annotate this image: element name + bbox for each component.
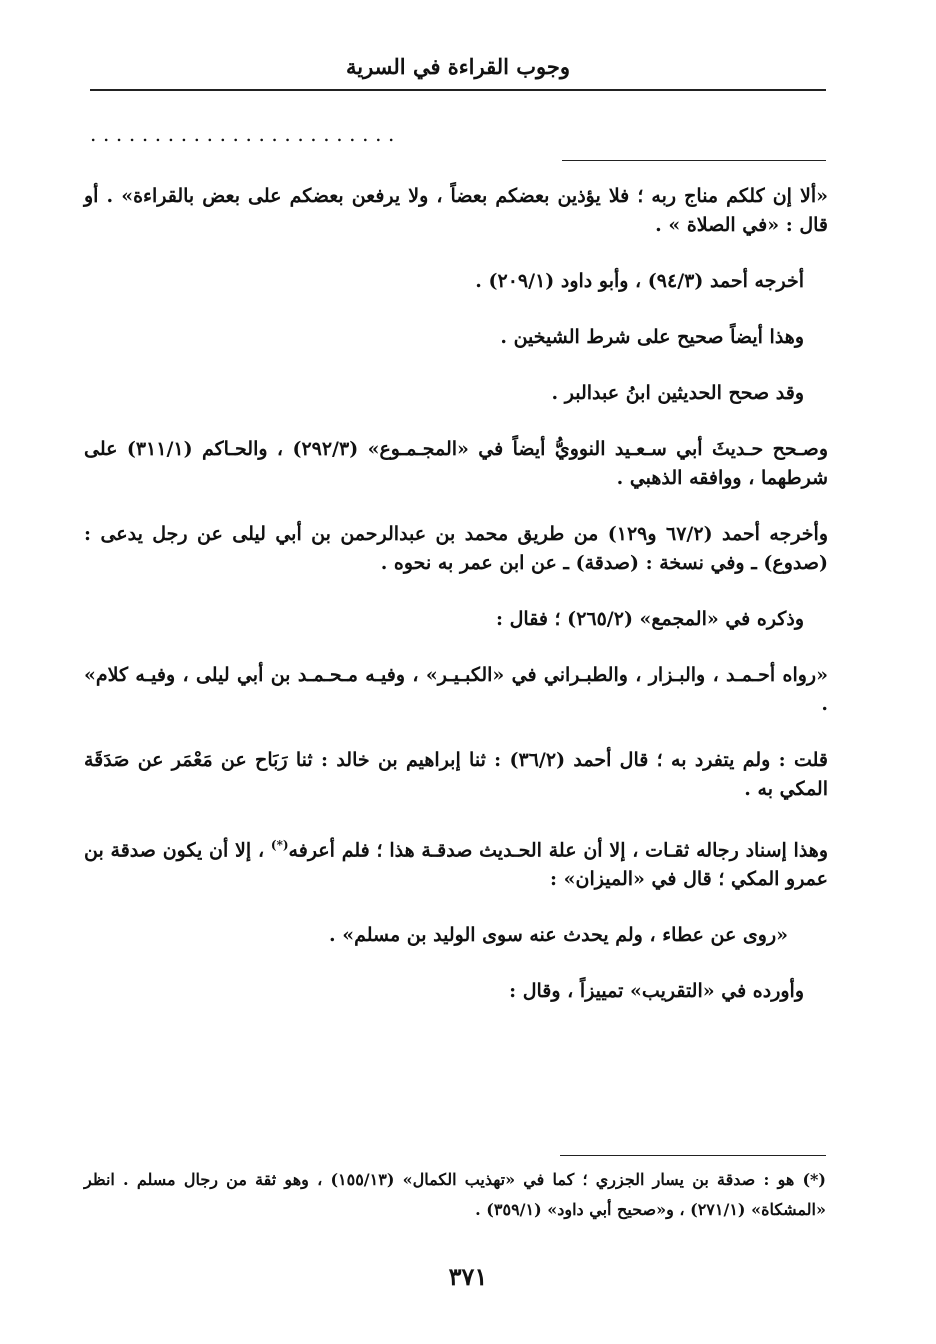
page-number: ٣٧١ <box>448 1262 488 1291</box>
paragraph-majma-ref: وذكره في «المجمع» (٢٦٥/٢) ؛ فقال : <box>496 608 804 630</box>
paragraph-qultu: قلت : ولم يتفرد به ؛ قال أحمد (٣٦/٢) : ثنا إبراهيم بن خالد : ثنا رَبَاح عن مَعْمَر عن صَدَقَة المكي به . <box>84 749 828 800</box>
paragraph-sahih-shaykhayn: وهذا أيضاً صحيح على شرط الشيخين . <box>500 326 804 348</box>
isnad-text-part1: وهذا إسناد رجاله ثقـات ، إلا أن علة الحـديث صدقـة هذا ؛ فلم أعرفه <box>288 839 828 862</box>
paragraph-nawawi-hakim: وصـحح حـديثَ أبي سـعـيد النوويُّ أيضاً في «المجـمـوع» (٢٩٢/٣) ، والحـاكم (٣١١/١) على شرطهما ، ووافقه الذهبي . <box>84 438 828 489</box>
paragraph-hadith-quote: «ألا إن كلكم مناج ربه ؛ فلا يؤذين بعضكم بعضاً ، ولا يرفعن بعضكم على بعض بالقراءة» . أو قال : «في الصلاة » . <box>84 185 828 236</box>
header-rule <box>90 89 826 91</box>
paragraph-takhrij-ahmad: أخرجه أحمد (٩٤/٣) ، وأبو داود (٢٠٩/١) . <box>475 270 804 292</box>
running-header-title: وجوب القراءة في السرية <box>345 54 571 79</box>
footnote <box>84 1165 826 1225</box>
paragraph-mizan-quote: «روى عن عطاء ، ولم يحدث عنه سوى الوليد بن مسلم» . <box>328 924 788 947</box>
paragraph-ibn-abi-layla: وأخرجه أحمد (٦٧/٢ و١٢٩) من طريق محمد بن عبدالرحمن بن أبي ليلى عن رجل يدعى : (صدوع) ـ وفي نسخة : (صدقة) ـ عن ابن عمر به نحوه . <box>84 523 828 574</box>
footnote-text: (*) هو : صدقة بن يسار الجزري ؛ كما في «تهذيب الكمال» (١٥٥/١٣) ، وهو ثقة من رجال مسلم . انظر «المشكاة» (٢٧١/١) ، و«صحيح أبي داود» (٣٥٩/١) . <box>84 1170 826 1219</box>
isnad-text-part2: ، إلا أن يكون صدقة بن عمرو المكي ؛ قال في «الميزان» : <box>84 839 828 891</box>
paragraph-ibn-abdulbarr: وقد صحح الحديثين ابنُ عبدالبر . <box>551 382 804 404</box>
paragraph-majma-quote: «رواه أحـمـد ، والبـزار ، والطبـراني في «الكبـيـر» ، وفيـه مـحـمـد بن أبي ليلى ، وفيـه كلام» . <box>84 664 828 715</box>
continuation-dots: ........................ <box>90 124 401 144</box>
continuation-rule <box>562 160 826 161</box>
footnote-rule <box>560 1155 826 1156</box>
paragraph-isnad <box>84 831 828 894</box>
paragraph-taqrib: وأورده في «التقريب» تمييزاً ، وقال : <box>509 980 804 1003</box>
main-text <box>84 182 828 1026</box>
footnote-marker[interactable]: (*) <box>270 838 289 852</box>
